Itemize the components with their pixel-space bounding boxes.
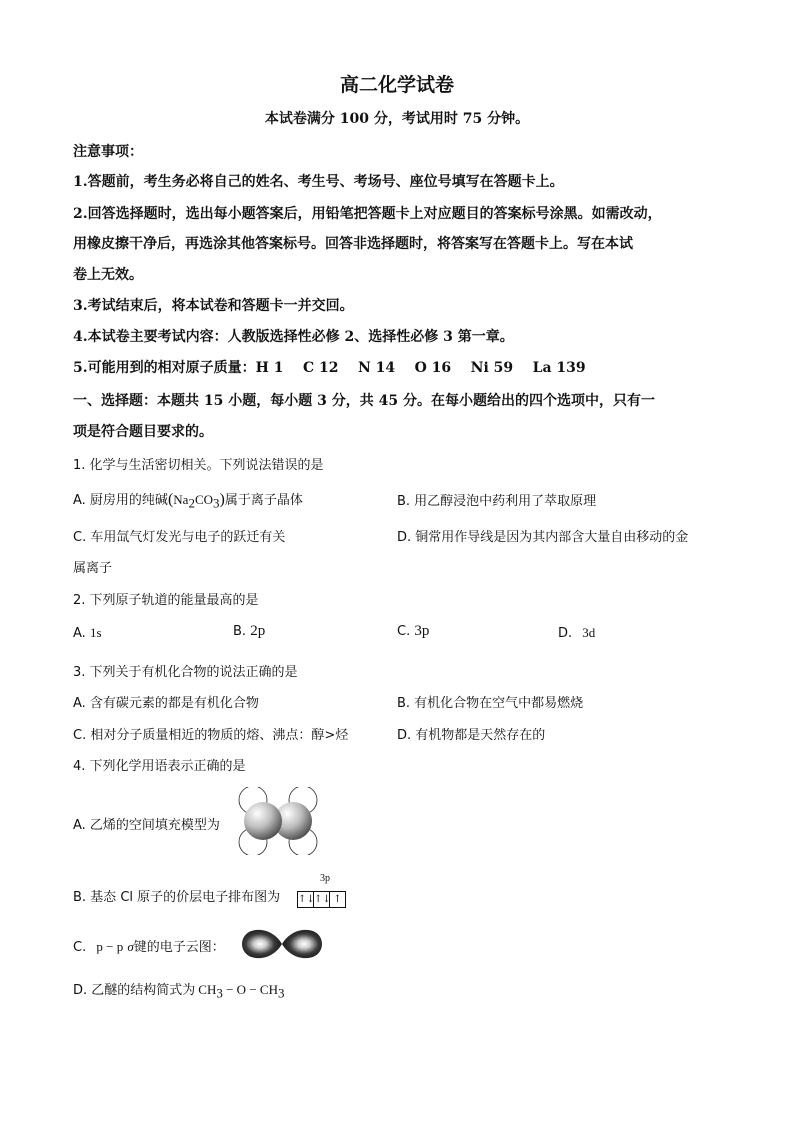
formula-paren: )	[219, 491, 225, 508]
formula-part: CO	[194, 492, 213, 507]
note-line: 5.可能用到的相对原子质量：H 1 C 12 N 14 O 16 Ni 59 La 139	[73, 360, 586, 376]
q4-option-a: A. 乙烯的空间填充模型为	[73, 818, 220, 833]
orbital-box: ↑↓	[297, 891, 314, 908]
formula-sub: 3	[277, 985, 285, 1001]
formula-sub: 3	[213, 495, 220, 511]
q4-option-c-label: C.	[73, 940, 87, 955]
q2-stem: 2. 下列原子轨道的能量最高的是	[73, 593, 259, 608]
note-line: 3.考试结束后，将本试卷和答题卡一并交回。	[73, 298, 354, 314]
q4-stem: 4. 下列化学用语表示正确的是	[73, 759, 246, 774]
q2-option-label: C.	[397, 624, 411, 639]
q3-option-b: B. 有机化合物在空气中都易燃烧	[397, 696, 584, 711]
q2-option-d	[558, 625, 595, 641]
formula-part: CH	[259, 982, 278, 997]
page-title: 高二化学试卷	[339, 74, 454, 96]
q1-option-d-continued: 属离子	[73, 561, 113, 576]
q2-option-value: 1s	[89, 625, 102, 640]
notes-heading: 注意事项：	[73, 144, 143, 160]
p-p-sigma-cloud-image	[240, 926, 324, 962]
q4-option-c	[73, 936, 225, 955]
q4-option-c-text: 键的电子云图：	[133, 940, 225, 955]
q1-option-a	[73, 489, 303, 512]
orbital-label: 3p	[320, 873, 330, 884]
q2-option-value: 3d	[582, 625, 596, 640]
formula-part: Na	[173, 492, 189, 507]
q4-option-b: B. 基态 Cl 原子的价层电子排布图为	[73, 890, 281, 905]
orbital-box: ↑	[329, 891, 346, 908]
q3-option-c: C. 相对分子质量相近的物质的熔、沸点：醇>烃	[73, 728, 349, 743]
q3-option-a: A. 含有碳元素的都是有机化合物	[73, 696, 259, 711]
formula-sub: 3	[216, 985, 223, 1001]
note-line: 2.回答选择题时，选出每小题答案后，用铅笔把答题卡上对应题目的答案标号涂黑。如需改动，	[73, 206, 662, 222]
note-line: 4.本试卷主要考试内容：人教版选择性必修 2、选择性必修 3 第一章。	[73, 329, 514, 345]
pp-notation: p − p	[96, 939, 124, 954]
q2-option-a	[73, 625, 102, 641]
q3-stem: 3. 下列关于有机化合物的说法正确的是	[73, 665, 298, 680]
note-line: 卷上无效。	[73, 267, 143, 283]
q1-option-b: B. 用乙醇浸泡中药利用了萃取原理	[397, 494, 597, 509]
orbital-box: ↑↓	[313, 891, 330, 908]
q1-option-c: C. 车用氙气灯发光与电子的跃迁有关	[73, 530, 286, 545]
q1-option-d: D. 铜常用作导线是因为其内部含大量自由移动的金	[397, 530, 689, 545]
formula-sub: 2	[188, 495, 195, 511]
q1-option-a-text: A. 厨房用的纯碱	[73, 493, 168, 508]
q2-option-c	[397, 623, 429, 640]
orbital-boxes	[298, 887, 346, 908]
q4-option-d	[73, 979, 284, 1002]
note-line: 1.答题前，考生务必将自己的姓名、考生号、考场号、座位号填写在答题卡上。	[73, 174, 564, 190]
q3-option-d: D. 有机物都是天然存在的	[397, 728, 546, 743]
formula-na2co3: (	[167, 491, 174, 508]
q2-option-value: 3p	[414, 623, 430, 639]
section-heading: 项是符合题目要求的。	[73, 424, 213, 440]
q2-option-label: B.	[233, 624, 247, 639]
q2-option-label: D.	[558, 626, 573, 641]
note-line: 用橡皮擦干净后，再选涂其他答案标号。回答非选择题时，将答案写在答题卡上。写在本试	[73, 236, 633, 252]
q2-option-b	[233, 623, 265, 640]
formula-part: CH	[198, 982, 217, 997]
q4-option-d-text: D. 乙醚的结构简式为	[73, 983, 196, 998]
formula-part: − O −	[222, 982, 260, 997]
q2-option-value: 2p	[250, 623, 266, 639]
q2-option-label: A.	[73, 626, 86, 641]
exam-info: 本试卷满分 100 分，考试用时 75 分钟。	[264, 111, 530, 127]
sigma-symbol: σ	[127, 939, 134, 954]
ethylene-space-filling-model	[233, 787, 323, 855]
q1-option-a-text-end: 属于离子晶体	[224, 493, 303, 508]
section-heading: 一、选择题：本题共 15 小题，每小题 3 分，共 45 分。在每小题给出的四个选项中，只有一	[73, 393, 655, 409]
q1-stem: 1. 化学与生活密切相关。下列说法错误的是	[73, 458, 324, 473]
